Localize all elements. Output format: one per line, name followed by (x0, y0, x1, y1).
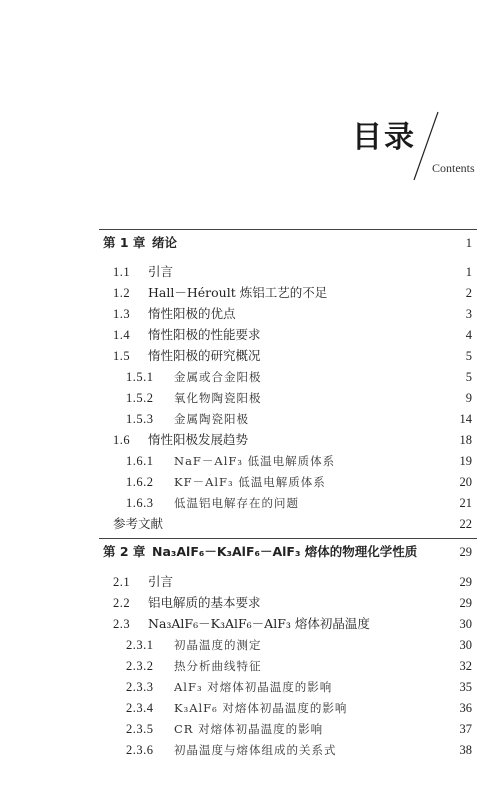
page-number: 22 (459, 517, 472, 531)
page-number: 14 (459, 412, 472, 426)
section-number: 2.2 (113, 596, 131, 610)
subsection-number: 2.3.2 (126, 659, 154, 673)
page-number: 1 (465, 265, 472, 279)
section-number: 2.3 (113, 617, 131, 631)
chapter-divider (99, 538, 477, 539)
subsection-number: 2.3.5 (126, 722, 154, 736)
toc-entry[interactable] (0, 388, 500, 408)
subsection-number: 1.6.1 (126, 454, 154, 468)
toc-entry[interactable] (0, 493, 500, 513)
toc-entry[interactable] (0, 304, 500, 324)
toc-entry[interactable] (0, 635, 500, 655)
page-subtitle: Contents (432, 161, 475, 175)
subsection-number: 1.6.2 (126, 475, 154, 489)
subsection-number: 1.6.3 (126, 496, 154, 510)
section-title: 惰性阳极的优点 (148, 306, 236, 321)
subsection-title: 氧化物陶瓷阳极 (174, 391, 262, 405)
toc-entry[interactable] (0, 740, 500, 760)
subsection-title: 初晶温度与熔体组成的关系式 (174, 743, 337, 757)
toc-entry[interactable] (0, 698, 500, 718)
toc-entry[interactable] (0, 346, 500, 366)
toc-entry[interactable] (0, 472, 500, 492)
toc-entry[interactable] (0, 656, 500, 676)
subsection-title: CR 对熔体初晶温度的影响 (174, 722, 324, 736)
subsection-number: 2.3.3 (126, 680, 154, 694)
subsection-number: 2.3.4 (126, 701, 154, 715)
page-number: 38 (459, 743, 472, 757)
subsection-title: KF－AlF₃ 低温电解质体系 (174, 475, 326, 489)
toc-entry[interactable] (0, 409, 500, 429)
page-number: 9 (465, 391, 472, 405)
toc-entry-chapter-1[interactable] (0, 233, 500, 253)
page-number: 29 (459, 575, 472, 589)
subsection-title: 初晶温度的测定 (174, 638, 262, 652)
section-title: 惰性阳极发展趋势 (148, 432, 249, 447)
page-number: 18 (459, 433, 472, 447)
section-number: 1.5 (113, 349, 131, 363)
chapter-title: 绪论 (152, 235, 178, 250)
page-number: 20 (459, 475, 472, 489)
toc-entry[interactable] (0, 367, 500, 387)
page-number: 29 (459, 596, 472, 610)
toc-entry[interactable] (0, 262, 500, 282)
subsection-title: K₃AlF₆ 对熔体初晶温度的影响 (174, 701, 348, 715)
section-number: 2.1 (113, 575, 131, 589)
subsection-title: 热分析曲线特征 (174, 659, 262, 673)
page-number: 30 (459, 617, 472, 631)
section-number: 1.2 (113, 286, 131, 300)
page-number: 1 (465, 236, 472, 250)
section-title: 惰性阳极的性能要求 (148, 327, 261, 342)
page-number: 29 (459, 545, 472, 559)
section-title: 引言 (148, 574, 174, 589)
page-number: 37 (459, 722, 472, 736)
section-number: 1.4 (113, 328, 131, 342)
page-number: 3 (465, 307, 472, 321)
chapter-number: 第 1 章 (103, 235, 146, 250)
page-number: 35 (459, 680, 472, 694)
page-number: 19 (459, 454, 472, 468)
subsection-number: 2.3.6 (126, 743, 154, 757)
toc-entry[interactable] (0, 719, 500, 739)
page-number: 5 (465, 349, 472, 363)
toc-entry[interactable] (0, 677, 500, 697)
section-number: 1.6 (113, 433, 131, 447)
toc-entry[interactable] (0, 430, 500, 450)
page-number: 4 (465, 328, 472, 342)
toc-entry[interactable] (0, 325, 500, 345)
subsection-title: NaF－AlF₃ 低温电解质体系 (174, 454, 336, 468)
subsection-title: 低温铝电解存在的问题 (174, 496, 299, 510)
subsection-number: 1.5.3 (126, 412, 154, 426)
toc-entry-chapter-2[interactable] (0, 542, 500, 562)
chapter-number: 第 2 章 (103, 544, 146, 559)
page-number: 21 (459, 496, 472, 510)
subsection-number: 1.5.2 (126, 391, 154, 405)
page-number: 32 (459, 659, 472, 673)
toc-entry-references[interactable] (0, 514, 500, 534)
subsection-title: 金属或合金阳极 (174, 370, 262, 384)
toc-entry[interactable] (0, 614, 500, 634)
section-number: 1.1 (113, 265, 131, 279)
references-title: 参考文献 (113, 516, 164, 531)
toc-entry[interactable] (0, 593, 500, 613)
toc-entry[interactable] (0, 451, 500, 471)
section-title: Hall－Héroult 炼铝工艺的不足 (148, 285, 328, 300)
toc-entry[interactable] (0, 572, 500, 592)
page-number: 30 (459, 638, 472, 652)
toc-entry[interactable] (0, 283, 500, 303)
page-title: 目录 (352, 120, 416, 155)
chapter-title: Na₃AlF₆－K₃AlF₆－AlF₃ 熔体的物理化学性质 (152, 544, 418, 559)
chapter-divider (99, 229, 477, 230)
section-title: 铝电解质的基本要求 (148, 595, 261, 610)
section-title: Na₃AlF₆－K₃AlF₆－AlF₃ 熔体初晶温度 (148, 616, 370, 631)
section-number: 1.3 (113, 307, 131, 321)
subsection-title: AlF₃ 对熔体初晶温度的影响 (174, 680, 333, 694)
subsection-number: 1.5.1 (126, 370, 154, 384)
page-number: 5 (465, 370, 472, 384)
subsection-title: 金属陶瓷阳极 (174, 412, 249, 426)
page-number: 2 (465, 286, 472, 300)
section-title: 引言 (148, 264, 174, 279)
page-number: 36 (459, 701, 472, 715)
section-title: 惰性阳极的研究概况 (148, 348, 261, 363)
subsection-number: 2.3.1 (126, 638, 154, 652)
